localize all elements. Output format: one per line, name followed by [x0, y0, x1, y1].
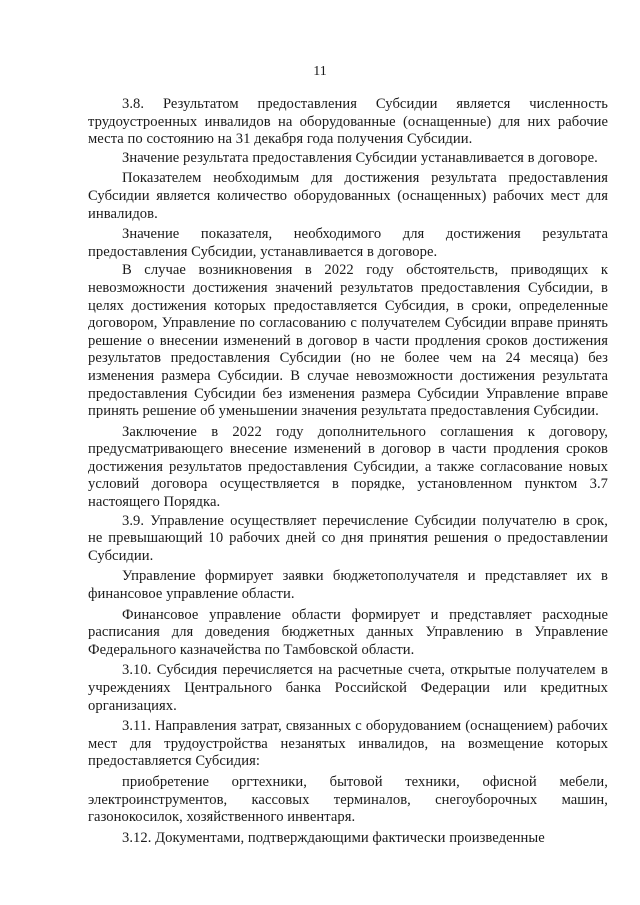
- page-number: 11: [313, 64, 327, 79]
- paragraph-indicator: Показателем необходимым для достижения результата предоставления Субсидии является количество оборудованных (оснащенных) рабочих мест для инвалидов.: [88, 170, 608, 222]
- paragraph-financial-department: Финансовое управление области формирует и представляет расходные расписания для доведения бюджетных данных Управлению в Управление Федерального казначейства по Тамбовской области.: [88, 606, 608, 658]
- paragraph-budget-requests: Управление формирует заявки бюджетополучателя и представляет их в финансовое управление области.: [88, 568, 608, 603]
- paragraph-3-11: 3.11. Направления затрат, связанных с оборудованием (оснащением) рабочих мест для трудоустройства незанятых инвалидов, на возмещение которых предоставляется Субсидия:: [88, 718, 608, 770]
- document-body: [88, 96, 608, 848]
- paragraph-3-9: 3.9. Управление осуществляет перечисление Субсидии получателю в срок, не превышающий 10 рабочих дней со дня принятия решения о предоставлении Субсидии.: [88, 512, 608, 564]
- paragraph-result-value: Значение результата предоставления Субсидии устанавливается в договоре.: [122, 149, 598, 166]
- paragraph-3-10: 3.10. Субсидия перечисляется на расчетные счета, открытые получателем в учреждениях Центрального банка Российской Федерации или кредитных организациях.: [88, 662, 608, 714]
- paragraph-equipment-list: приобретение оргтехники, бытовой техники, офисной мебели, электроинструментов, кассовых терминалов, снегоуборочных машин, газонокосилок, хозяйственного инвентаря.: [88, 773, 608, 826]
- paragraph-3-12: 3.12. Документами, подтверждающими фактически произведенные: [122, 829, 545, 846]
- paragraph-3-8: 3.8. Результатом предоставления Субсидии является численность трудоустроенных инвалидов на оборудованные (оснащенные) для них рабочие места по состоянию на 31 декабря года получения Субсидии.: [88, 96, 608, 148]
- paragraph-circumstances-2022: В случае возникновения в 2022 году обстоятельств, приводящих к невозможности достижения значений результатов предоставления Субсидии, в целях достижения которых предоставляется Субсидия, в сроки, определенные договором, Управление по согласованию с получателем Субсидии вправе принять решение о внесении изменений в договор в части продления сроков достижения результатов предоставления Субсидии (но не более чем на 24 месяца) без изменения размера Субсидии. В случае невозможности достижения результата предоставления Субсидии без изменения размера Субсидии Управление вправе принять решение об уменьшении значения результата предоставления Субсидии.: [88, 262, 608, 420]
- paragraph-additional-agreement: Заключение в 2022 году дополнительного соглашения к договору, предусматривающего внесение изменений в договор в части продления сроков достижения результатов предоставления Субсидии, а также согласование новых условий договора осуществляется в порядке, установленном пунктом 3.7 настоящего Порядка.: [88, 423, 608, 511]
- paragraph-indicator-value: Значение показателя, необходимого для достижения результата предоставления Субсидии, устанавливается в договоре.: [88, 226, 608, 260]
